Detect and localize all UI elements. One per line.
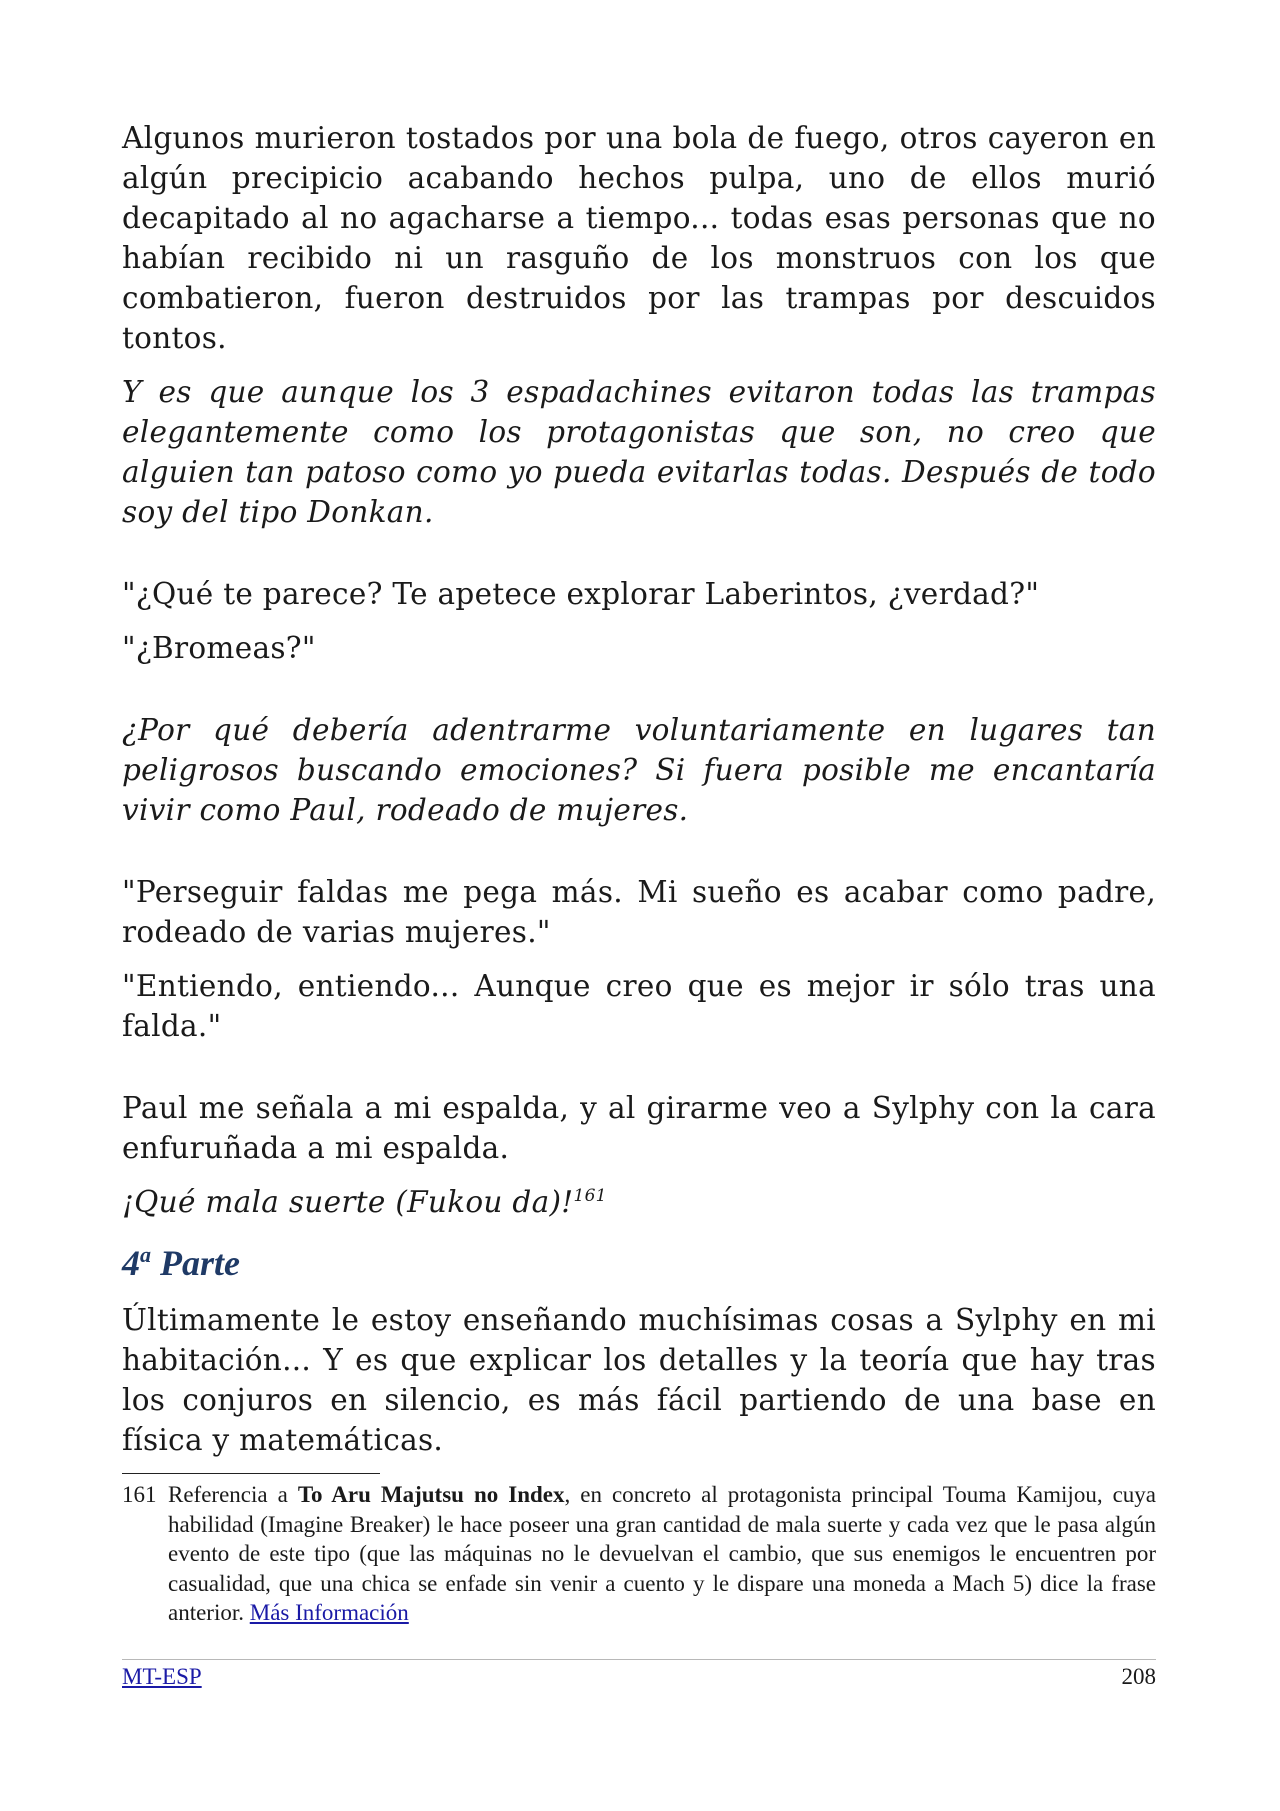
- footnote-body: , en concreto al protagonista principal Touma Kamijou, cuya habilidad (Imagine Breaker) le hace poseer una gran cantidad de mala suerte y cada vez que le pasa algún evento de este tipo (que las máquinas no le devuelvan el cambio, que sus enemigos le encuentren por casualidad, que una chica se enfade sin venir a cuento y le dispare una moneda a Mach 5) dice la frase anterior.: [168, 1482, 1156, 1625]
- heading-number: 4: [122, 1243, 140, 1283]
- paragraph-teaching-sylphy: Últimamente le estoy enseñando muchísimas cosas a Sylphy en mi habitación... Y es que explicar los detalles y la teoría que hay tras los conjuros en silencio, es más fácil partiendo de una base en física y matemáticas.: [122, 1303, 1156, 1457]
- dialogue-one-skirt: "Entiendo, entiendo... Aunque creo que es mejor ir sólo tras una falda.": [122, 969, 1156, 1043]
- paragraph-swordsmen-thought: Y es que aunque los 3 espadachines evitaron todas las trampas elegantemente como los protagonistas que son, no creo que alguien tan patoso como yo pueda evitarlas todas. Después de todo soy del tipo Donkan.: [122, 375, 1156, 529]
- section-heading: [122, 1240, 1156, 1286]
- page-number: 208: [1121, 1664, 1156, 1689]
- paragraph-sylphy-behind: Paul me señala a mi espalda, y al girarme veo a Sylphy con la cara enfuruñada a mi espalda.: [122, 1091, 1156, 1165]
- dialogue-chasing-skirts: "Perseguir faldas me pega más. Mi sueño es acabar como padre, rodeado de varias mujeres.": [122, 875, 1156, 949]
- paragraph-traps: Algunos murieron tostados por una bola de fuego, otros cayeron en algún precipicio acabando hechos pulpa, uno de ellos murió decapitado al no agacharse a tiempo... todas esas personas que no habían recibido ni un rasguño de los monstruos con los que combatieron, fueron destruidos por las trampas por descuidos tontos.: [122, 121, 1156, 355]
- footnote-text: [168, 1480, 1156, 1628]
- paragraph-bad-luck: [122, 1182, 1156, 1222]
- bad-luck-text: ¡Qué mala suerte (Fukou da)!: [122, 1185, 574, 1219]
- footnote-reference-161[interactable]: 161: [573, 1186, 607, 1207]
- footnote-161: [122, 1480, 1156, 1628]
- footnote-number: 161: [122, 1482, 157, 1507]
- footer-site-link[interactable]: MT-ESP: [122, 1664, 202, 1689]
- paragraph-why-danger-thought: ¿Por qué debería adentrarme voluntariamente en lugares tan peligrosos buscando emociones? Si fuera posible me encantaría vivir como Paul, rodeado de mujeres.: [122, 713, 1156, 827]
- more-info-link[interactable]: Más Información: [249, 1600, 409, 1625]
- heading-ordinal: a: [140, 1242, 151, 1267]
- page-body: [122, 118, 1156, 1460]
- heading-text: Parte: [160, 1243, 240, 1283]
- dialogue-joking: "¿Bromeas?": [122, 631, 316, 665]
- footnote-divider: [122, 1473, 380, 1474]
- dialogue-explore-question: "¿Qué te parece? Te apetece explorar Laberintos, ¿verdad?": [122, 577, 1040, 611]
- footer-divider: [122, 1659, 1156, 1660]
- footnote-prefix: Referencia a: [168, 1482, 298, 1507]
- page-footer: [122, 1662, 1156, 1692]
- footnote-title-bold: To Aru Majutsu no Index: [297, 1482, 565, 1507]
